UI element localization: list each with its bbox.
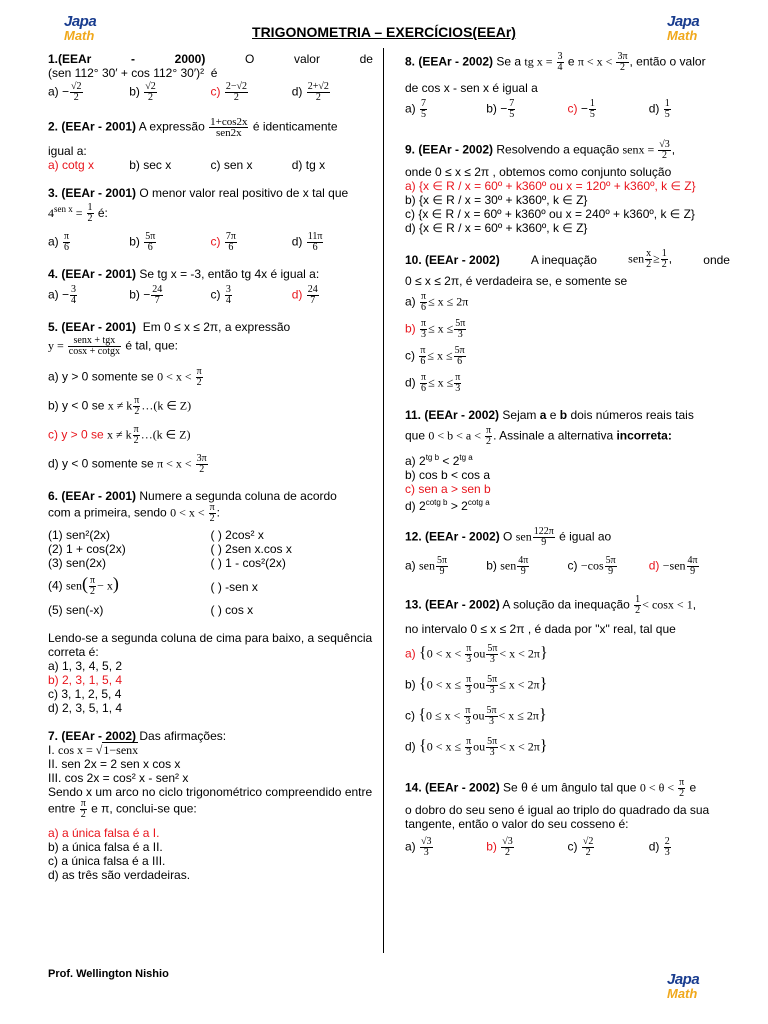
q2-head: 2. (EEAr - 2001) [48,119,137,134]
q13-option-c[interactable]: c) {0 ≤ x < $\frac{\pi}{3}$ ou $\frac{5\pi}{3}$ < x ≤ 2π} [405,705,547,727]
q12-option-c[interactable]: c) −cos $\frac{5\pi}{9}$ [567,555,616,577]
q9-text: 9. (EEAr - 2002) Resolvendo a equação senx = $\frac{√3}{2}$ , [405,139,676,161]
q2-options [48,158,373,172]
q1-dash: - [131,52,135,66]
logo-text-top: Japa [667,971,700,988]
q1-head: 1.(EEAr [48,52,92,66]
q5-end: é tal, que: [125,339,179,353]
logo-text-top: Japa [64,13,97,30]
q6-question: Lendo-se a segunda coluna de cima para baixo, a sequência correta é: [48,631,373,660]
q10-ineq: sen $\frac{x}{2}$ ≥ $\frac{1}{2}$ , [628,248,673,270]
q7-body: Das afirmações: [139,729,227,744]
q5-head: 5. (EEAr - 2001) [48,320,137,335]
q1-head-row [48,52,373,66]
q6-left-1: (1) sen²(2x) [48,528,111,543]
q7-item-ii: II. sen 2x = 2 sen x cos x [48,757,181,772]
q5-option-c[interactable]: c) y > 0 se x ≠ k $\frac{\pi}{2}$ …(k ∈ Z) [48,424,191,447]
q5-option-d[interactable]: d) y < 0 somente se π < x < $\frac{3\pi}{2}$ [48,453,207,476]
q2-option-b[interactable]: b) sec x [129,158,172,172]
q2-option-c[interactable]: c) sen x [210,158,253,172]
q9-option-d[interactable]: d) {x ∈ R / x = 60º + k360º, k ∈ Z} [405,221,588,235]
q7-text2: Sendo x um arco no ciclo trigonométrico compreendido entre [48,785,373,800]
q4-body: Se tg x = -3, então tg 4x é igual a: [139,267,320,282]
q3-text [48,186,373,200]
q9-option-a[interactable]: a) {x ∈ R / x = 60º + k360º ou x = 120º + k360º, k ∈ Z} [405,179,696,193]
q14-text: 14. (EEAr - 2002) Se θ é um ângulo tal que 0 < θ < $\frac{\pi}{2}$ e [405,777,697,799]
q14-options [405,837,730,858]
q6-text2: com a primeira, sendo 0 < x < $\frac{\pi}{2}$ : [48,502,221,525]
q6-left-2: (2) 1 + cos(2x) [48,542,126,557]
q11-text2: que 0 < b < a < $\frac{\pi}{2}$ . Assinale a alternativa incorreta: [405,425,672,447]
q12-options [405,556,730,577]
q3-option-d[interactable]: d) $\frac{11\pi}{6}$ [291,231,323,254]
q1-option-a[interactable]: a) − $\frac{√2}{2}$ [48,81,82,103]
japa-math-logo-right [667,14,725,54]
q4-option-a[interactable]: a) − $\frac{3}{4}$ [48,284,77,307]
q1-expr: (sen 112° 30′ + cos 112° 30′)² é [48,66,218,80]
q2-text2: igual a: [48,144,87,158]
q3-eq: $4^{sen x}$ = $\frac{1}{2}$ é: [48,202,108,225]
q11-option-b[interactable]: b) cos b < cos a [405,468,491,482]
q13-option-a[interactable]: a) {0 < x < $\frac{\pi}{3}$ ou $\frac{5\pi}{3}$ < x < 2π} [405,643,548,665]
q8-option-d[interactable]: d) $\frac{1}{5}$ [648,98,670,120]
q9-head: 9. (EEAr - 2002) [405,142,494,157]
q4-text [48,267,373,281]
q6-text: 6. (EEAr - 2001) Numere a segunda coluna de acordo [48,489,337,504]
q6-right-1: ( ) 2cos² x [210,528,264,543]
q6-left-3: (3) sen(2x) [48,556,107,571]
q6-row [48,542,373,556]
right-column [405,52,730,858]
q3-option-a[interactable]: a) $\frac{\pi}{6}$ [48,231,70,254]
footer-author: Prof. Wellington Nishio [48,968,169,980]
q6-row [48,528,373,542]
q5-den: cosx + cotgx [68,346,120,358]
q2-text: 2. (EEAr - 2001) A expressão 1+cos2x sen2x é identicamente [48,116,338,139]
q14-option-d[interactable]: d) $\frac{2}{3}$ [648,836,670,858]
q3-body: O menor valor real positivo de x tal que [139,186,349,200]
q12-text: 12. (EEAr - 2002) O sen $\frac{122\pi}{9}$ é igual ao [405,526,612,548]
q7-option-a[interactable]: a) a única falsa é a I. [48,826,160,841]
q1-option-b[interactable]: b) $\frac{√2}{2}$ [129,81,156,103]
q4-head: 4. (EEAr - 2001) [48,267,137,282]
q10-option-d[interactable]: d) $\frac{\pi}{6}$ ≤ x ≤ $\frac{\pi}{3}$ [405,372,461,394]
q13-text2: no intervalo 0 ≤ x ≤ 2π , é dada por "x" real, tal que [405,622,676,636]
q11-option-a[interactable]: a) $2^{tg b} < 2^{tg a}$ [405,453,473,468]
q7-text [48,729,373,743]
q8-text2: de cos x - sen x é igual a [405,81,538,95]
q8-text: 8. (EEAr - 2002) Se a tg x = $\frac{3}{4}$ e π < x < $\frac{3\pi}{2}$ , então o valor [405,51,706,73]
q10-w: A inequação [530,252,597,267]
q10-option-a[interactable]: a) $\frac{\pi}{6}$ ≤ x ≤ 2π [405,291,469,313]
q5-expr: y = senx + tgx cosx + cotgx é tal, que: [48,335,179,358]
q10-onde: onde [703,252,730,267]
q1-year: 2000) [174,52,206,66]
q13-option-b[interactable]: b) {0 < x ≤ $\frac{\pi}{3}$ ou $\frac{5\pi}{3}$ ≤ x < 2π} [405,674,548,696]
q10-option-b[interactable]: b) $\frac{\pi}{3}$ ≤ x ≤ $\frac{5\pi}{3}$ [405,318,466,340]
q1-option-c[interactable]: c) $\frac{2-√2}{2}$ [210,81,247,103]
q7-item-iii: III. cos 2x = cos² x - sen² x [48,771,189,786]
q8-option-c[interactable]: c) − $\frac{1}{5}$ [567,98,595,120]
logo-text-bottom: Math [64,28,95,43]
q12-option-b[interactable]: b) sen $\frac{4\pi}{9}$ [486,555,529,577]
q5-num: senx + tgx [68,336,121,347]
logo-text-bottom: Math [667,986,698,1001]
q11-head: 11. (EEAr - 2002) [405,408,500,422]
q3-options [48,232,373,253]
q6-row [48,576,373,597]
q3-head: 3. (EEAr - 2001) [48,186,137,200]
q14-text2: o dobro do seu seno é igual ao triplo do quadrado da sua tangente, então o valor do seu cosseno é: [405,803,710,831]
q10-text3: 0 ≤ x ≤ 2π, é verdadeira se, e somente se [405,274,628,288]
left-column [48,52,373,882]
q14-head: 14. (EEAr - 2002) [405,780,500,795]
q9-text2: onde 0 ≤ x ≤ 2π , obtemos como conjunto solução [405,165,672,179]
q9-option-c[interactable]: c) {x ∈ R / x = 60º + k360º ou x = 240º + k360º, k ∈ Z} [405,207,695,221]
q2-option-d[interactable]: d) tg x [291,158,326,172]
q8-option-b[interactable]: b) − $\frac{7}{5}$ [486,98,515,120]
q14-option-c[interactable]: c) $\frac{√2}{2}$ [567,836,594,858]
q8-head: 8. (EEAr - 2002) [405,54,494,69]
q6-row [48,603,373,617]
q7-between: entre $\frac{\pi}{2}$ e π, conclui-se que: [48,798,197,821]
logo-text-bottom: Math [667,28,698,43]
q7-option-c[interactable]: c) a única falsa é a III. [48,854,166,869]
q9-option-b[interactable]: b) {x ∈ R / x = 30º + k360º, k ∈ Z} [405,193,588,207]
q2-num: 1+cos2x [210,116,248,128]
q6-left-4: (4) sen( $\frac{\pi}{2}$ − x) [48,574,119,598]
q2-option-a[interactable]: a) cotg x [48,158,95,172]
q1-w1: O [244,52,255,66]
q6-right-4: ( ) -sen x [210,579,258,594]
q7-head: 7. (EEAr - 2002) [48,729,137,744]
q7-option-b[interactable]: b) a única falsa é a II. [48,840,163,855]
q13-text: 13. (EEAr - 2002) A solução da inequação $\frac{1}{2}$ < cosx < 1, [405,594,697,616]
column-divider [383,48,384,953]
q12-option-a[interactable]: a) sen $\frac{5\pi}{9}$ [405,555,448,577]
q4-option-c[interactable]: c) $\frac{3}{4}$ [210,284,231,307]
q7-item-i: I. cos x = √1−senx [48,743,139,758]
q10-head: 10. (EEAr - 2002) [405,252,500,267]
logo-text-top: Japa [667,13,700,30]
q1-w3: de [359,52,373,66]
q2-den: sen2x [215,127,242,139]
q6-left-5: (5) sen(-x) [48,603,104,618]
q10-option-c[interactable]: c) $\frac{\pi}{6}$ ≤ x ≤ $\frac{5\pi}{6}$ [405,345,465,367]
q6-right-5: ( ) cos x [210,603,254,618]
q5-option-b[interactable]: b) y < 0 se x ≠ k $\frac{\pi}{2}$ …(k ∈ Z) [48,395,192,418]
q5-option-a[interactable]: a) y > 0 somente se 0 < x < $\frac{\pi}{2}$ [48,366,202,389]
q6-option-a[interactable]: a) 1, 3, 4, 5, 2 [48,659,123,674]
q5-text: 5. (EEAr - 2001) Em 0 ≤ x ≤ 2π, a expressão [48,320,291,335]
q6-option-b[interactable]: b) 2, 3, 1, 5, 4 [48,673,123,688]
q3-option-b[interactable]: b) $\frac{5\pi}{6}$ [129,231,156,254]
q10-text [405,249,730,270]
q4-option-d[interactable]: d) $\frac{24}{7}$ [291,284,318,307]
page-title: TRIGONOMETRIA – EXERCÍCIOS(EEAr) [252,24,516,40]
q13-option-d[interactable]: d) {0 < x ≤ $\frac{\pi}{3}$ ou $\frac{5\pi}{3}$ < x < 2π} [405,736,548,758]
q6-option-c[interactable]: c) 3, 1, 2, 5, 4 [48,687,122,702]
q1-options [48,82,373,103]
q8-options [405,99,730,120]
q4-option-b[interactable]: b) − $\frac{24}{7}$ [129,284,163,307]
q14-option-b[interactable]: b) $\frac{√3}{2}$ [486,836,513,858]
q12-head: 12. (EEAr - 2002) [405,529,500,544]
q11-text: 11. (EEAr - 2002) Sejam a e b dois números reais tais [405,408,694,422]
q14-option-a[interactable]: a) $\frac{√3}{3}$ [405,836,432,858]
q11-option-c[interactable]: c) sen a > sen b [405,482,491,496]
q7-option-d[interactable]: d) as três são verdadeiras. [48,868,191,883]
japa-math-logo-footer [667,972,725,1012]
q6-right-3: ( ) 1 - cos²(2x) [210,556,286,571]
q2-text1: A expressão [138,119,205,134]
q1-w2: valor [293,52,320,66]
q8-option-a[interactable]: a) $\frac{7}{5}$ [405,98,427,120]
q6-head: 6. (EEAr - 2001) [48,489,137,504]
q12-option-d[interactable]: d) −sen $\frac{4\pi}{9}$ [648,555,698,577]
q6-row [48,556,373,570]
q6-match-table [48,528,373,617]
q3-option-c[interactable]: c) $\frac{7\pi}{6}$ [210,231,236,254]
q11-option-d[interactable]: d) $2^{cotg b} > 2^{cotg a}$ [405,498,490,513]
q6-right-2: ( ) 2sen x.cos x [210,542,292,557]
q1-option-d[interactable]: d) $\frac{2+√2}{2}$ [291,81,329,103]
q4-options [48,285,373,306]
q13-head: 13. (EEAr - 2002) [405,597,500,612]
q6-option-d[interactable]: d) 2, 3, 5, 1, 4 [48,701,123,716]
